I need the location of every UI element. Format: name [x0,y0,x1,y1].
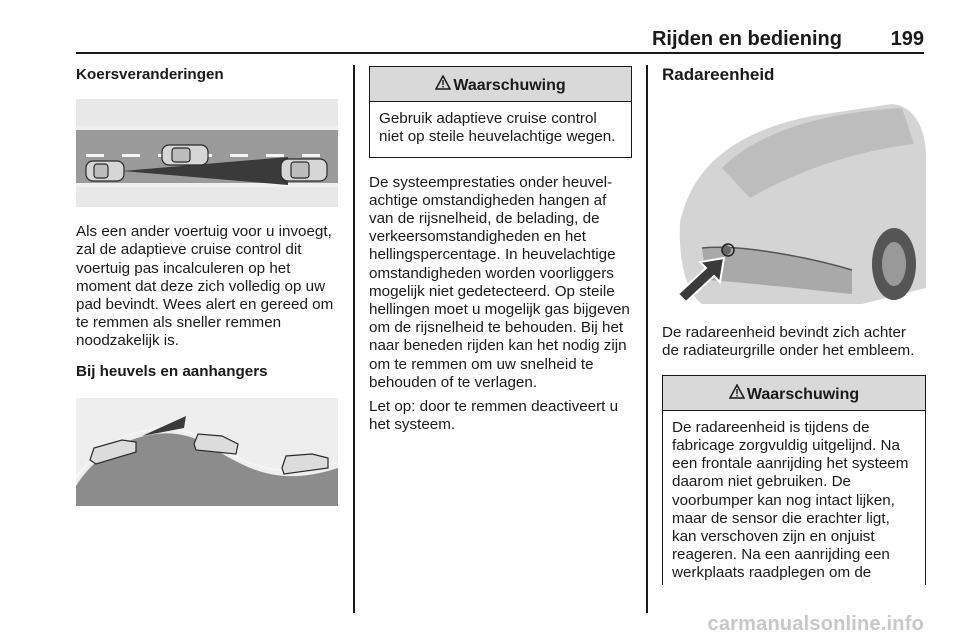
car-icon [86,161,124,181]
page-number: 199 [890,28,924,50]
running-header-title: Rijden en bediening [651,28,842,50]
warning-title: Waarschuwing [453,77,566,94]
column-divider-left [353,65,355,613]
paragraph-radar-location: De radareenheid bevindt zich achter de radiateurgrille onder het embleem. [662,324,915,360]
warning-triangle-icon [729,384,745,404]
warning-triangle-icon [435,75,451,95]
column-right [662,66,926,585]
watermark: carmanualsonline.info [707,613,924,635]
warning-box-header [663,376,925,411]
warning-box-header [370,67,631,102]
paragraph-braking-note: Let op: door te remmen deactiveert u het systeem. [369,398,619,434]
hills-illustration [76,398,338,506]
warning-box-steep-hills [369,66,632,158]
column-left [76,66,344,506]
warning-body: Gebruik adaptieve cruise control niet op steile heuvelachtige wegen. [379,110,616,146]
radar-unit-illustration [662,98,926,312]
section-heading-lane-change: Koersveranderingen [76,66,224,83]
section-heading-hills: Bij heuvels en aanhangers [76,362,268,380]
warning-title: Waarschuwing [746,385,860,403]
lane-change-illustration [76,99,338,207]
warning-body: De radareenheid is tijdens de fabricage zorgvuldig uitgelijnd. Na een frontale aanrijding het systeem daarom niet gebruiken. De voorbumper kan nog intact lijken, maar de sensor die erachter ligt, kan verschoven zijn en onjuist reageren. Na een aanrijding een werkplaats raadplegen om de [672,418,909,582]
column-middle [369,66,632,444]
header-rule [76,52,924,54]
car-icon [281,159,327,181]
warning-box-radar-alignment [662,375,926,585]
paragraph-hilly-conditions: De systeemprestaties onder heuvelachtige omstandigheden hangen af van de rijsnelheid, de belading, de verkeersomstandigheden en het hellingspercentage. In heuvelachtige omstandigheden worden voorliggers mogelijk niet gedetecteerd. Op steile hellingen moet u mogelijk gas bijgeven om de rijsnelheid te behouden. Bij het naar beneden rijden kan het nodig zijn om te remmen om uw snelheid te behouden of te verlagen. [369,173,630,391]
paragraph-lane-change: Als een ander voertuig voor u invoegt, zal de adaptieve cruise control dit voertuig pas incalculeren op het moment dat deze zich volledig op uw pad bevindt. Wees alert en gereed om te remmen als sneller remmen noodzakelijk is. [76,223,334,350]
section-heading-radar: Radareenheid [662,65,775,84]
column-divider-right [646,65,648,613]
car-icon [162,145,208,165]
